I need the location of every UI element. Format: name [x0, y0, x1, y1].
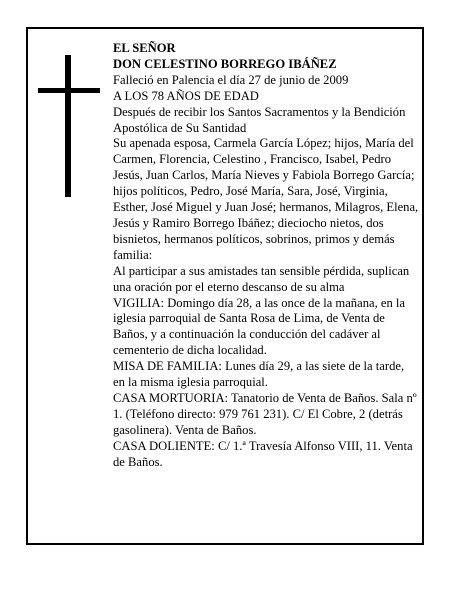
- vigil-info: VIGILIA: Domingo día 28, a las once de la mañana, en la iglesia parroquial de Santa Rosa de Lima, de Venta de Baños, y a continuación la conducción del cadáver al cementerio de dicha localidad.: [113, 295, 406, 358]
- deceased-name: DON CELESTINO BORREGO IBÁÑEZ: [113, 56, 337, 71]
- title-line-1: EL SEÑOR: [113, 41, 176, 55]
- family-list: Su apenada esposa, Carmela García López; hijos, María del Carmen, Florencia, Celestino , Francisco, Isabel, Pedro Jesús, Juan Carlos, María Nieves y Fabiola Borrego García; hijos políticos, Pedro, José María, Sara, José, Virginia, Esther, José Miguel y Juan José; hermanos, Milagros, Elena, Jesús y Ramiro Borrego Ibáñez; dieciocho nietos, dos bisnietos, hermanos políticos, sobrinos, primos y demás familia:: [113, 136, 419, 262]
- cross-horizontal-bar: [38, 88, 100, 93]
- funeral-home-info: CASA MORTUORIA: Tanatorio de Venta de Baños. Sala nº 1. (Teléfono directo: 979 761 231). C/ El Cobre, 2 (detrás gasolinera). Venta de Baños.: [113, 390, 417, 437]
- age-line: A LOS 78 AÑOS DE EDAD: [113, 88, 259, 103]
- obituary-text: [113, 41, 419, 470]
- mourning-house-info: CASA DOLIENTE: C/ 1.ª Travesía Alfonso VIII, 11. Venta de Baños.: [113, 438, 413, 469]
- death-info: Falleció en Palencia el día 27 de junio de 2009: [113, 72, 349, 87]
- request-line: Al participar a sus amistades tan sensible pérdida, suplican una oración por el eterno descanso de su alma: [113, 263, 410, 294]
- family-mass-info: MISA DE FAMILIA: Lunes día 29, a las siete de la tarde, en la misma iglesia parroquial.: [113, 359, 405, 390]
- sacraments-line: Después de recibir los Santos Sacramentos y la Bendición Apostólica de Su Santidad: [113, 104, 406, 135]
- cross-vertical-bar: [65, 55, 71, 197]
- cross-icon: [38, 55, 100, 197]
